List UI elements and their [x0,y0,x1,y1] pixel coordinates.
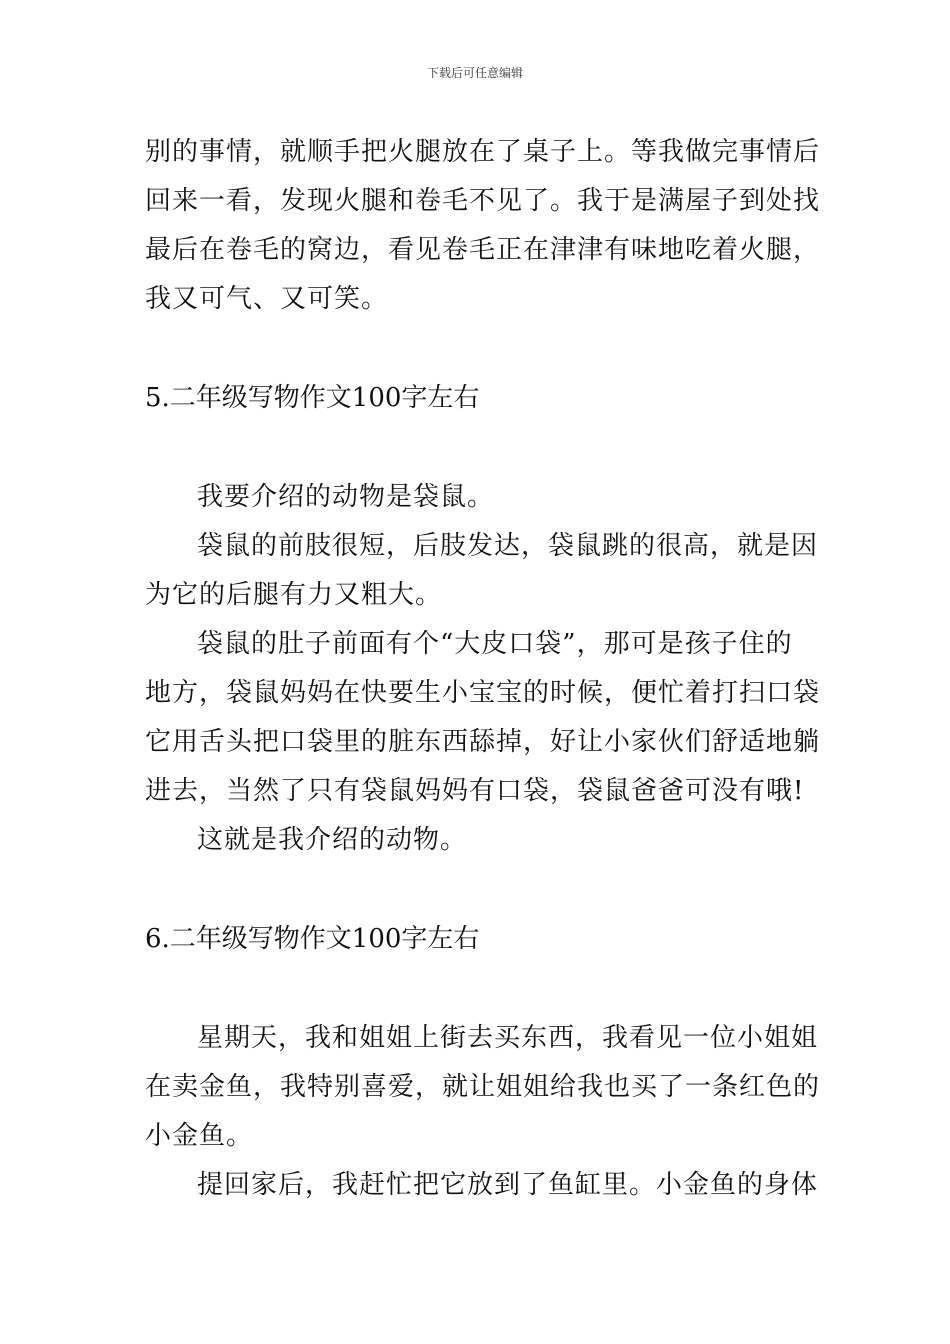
section-heading-6: 6.二年级写物作文100字左右 [145,924,480,954]
paragraph-line: 它用舌头把口袋里的脏东西舔掉，好让小家伙们舒适地躺 [145,727,821,757]
paragraph-line: 这就是我介绍的动物。 [197,825,468,855]
paragraph-line: 袋鼠的肚子前面有个“大皮口袋”，那可是孩子住的 [197,629,793,659]
paragraph-line: 进去，当然了只有袋鼠妈妈有口袋，袋鼠爸爸可没有哦! [145,776,805,806]
section-heading-5: 5.二年级写物作文100字左右 [145,383,480,413]
page-header: 下载后可任意编辑 [426,66,523,80]
document-body [145,128,821,1210]
paragraph-line: 星期天，我和姐姐上街去买东西，我看见一位小姐姐 [197,1023,819,1053]
paragraph-line: 袋鼠的前肢很短，后肢发达，袋鼠跳的很高，就是因 [197,531,819,561]
paragraph-line: 回来一看，发现火腿和卷毛不见了。我于是满屋子到处找 [145,186,821,216]
paragraph-line: 我要介绍的动物是袋鼠。 [197,482,495,512]
paragraph-line: 我又可气、又可笑。 [145,284,389,314]
paragraph-line: 小金鱼。 [145,1121,254,1151]
paragraph-line: 最后在卷毛的窝边，看见卷毛正在津津有味地吃着火腿， [145,235,821,265]
paragraph-line: 别的事情，就顺手把火腿放在了桌子上。等我做完事情后 [145,137,821,167]
paragraph-line: 为它的后腿有力又粗大。 [145,580,443,610]
paragraph-line: 地方，袋鼠妈妈在快要生小宝宝的时候，便忙着打扫口袋 [145,678,821,708]
paragraph-line: 在卖金鱼，我特别喜爱，就让姐姐给我也买了一条红色的 [145,1072,821,1102]
paragraph-line: 提回家后，我赶忙把它放到了鱼缸里。小金鱼的身体 [197,1170,819,1200]
